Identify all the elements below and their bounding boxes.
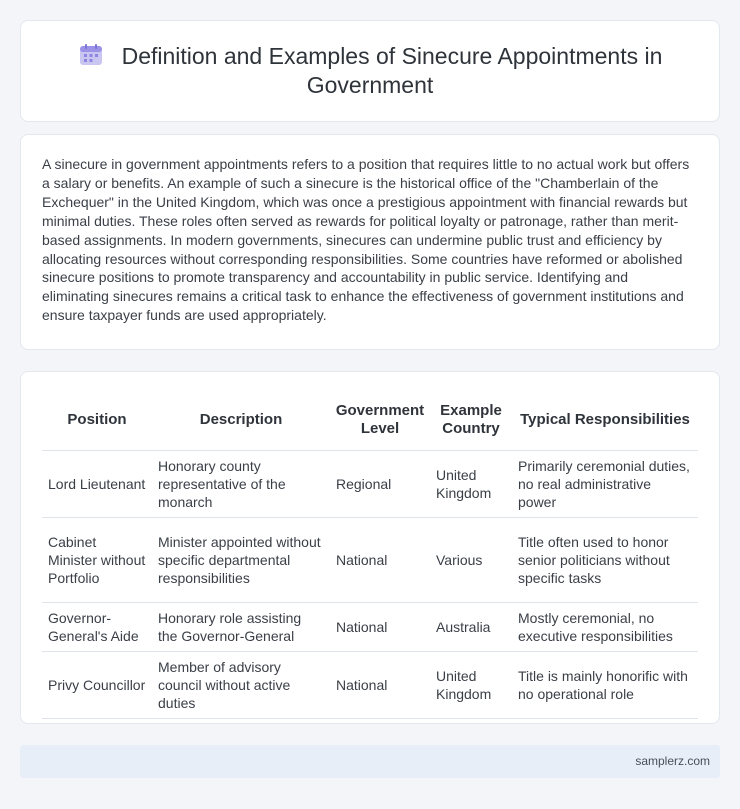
table-cell: Various xyxy=(430,517,512,602)
title-card xyxy=(20,20,720,122)
table-cell: National xyxy=(330,517,430,602)
column-header: Example Country xyxy=(430,390,512,450)
intro-card xyxy=(20,134,720,350)
table-cell: National xyxy=(330,602,430,651)
column-header: Typical Responsibilities xyxy=(512,390,698,450)
table-cell: Mostly ceremonial, no executive responsibilities xyxy=(512,602,698,651)
table-header-row xyxy=(42,390,698,450)
column-header: Position xyxy=(42,390,152,450)
column-header: Government Level xyxy=(330,390,430,450)
table-cell: Honorary role assisting the Governor-General xyxy=(152,602,330,651)
table-row xyxy=(42,517,698,602)
table-cell: Primarily ceremonial duties, no real administrative power xyxy=(512,450,698,517)
table-cell: Privy Councillor xyxy=(42,651,152,718)
table-cell: Governor-General's Aide xyxy=(42,602,152,651)
table-cell: Title often used to honor senior politicians without specific tasks xyxy=(512,517,698,602)
table-cell: Honorary county representative of the monarch xyxy=(152,450,330,517)
table-cell: Australia xyxy=(430,602,512,651)
intro-paragraph: A sinecure in government appointments refers to a position that requires little to no actual work but offers a salary or benefits. An example of such a sinecure is the historical office of the "Chamberlain of the Exchequer" in the United Kingdom, which was once a prestigious appointment with financial rewards but minimal duties. These roles often served as rewards for political loyalty or patronage, rather than merit-based assignments. In modern governments, sinecures can undermine public trust and efficiency by allocating resources without corresponding responsibilities. Some countries have reformed or abolished sinecure positions to promote transparency and accountability in public service. Identifying and eliminating sinecures remains a critical task to enhance the effectiveness of government institutions and ensure taxpayer funds are used appropriately. xyxy=(42,156,690,324)
table-cell: Member of advisory council without active duties xyxy=(152,651,330,718)
table-cell: National xyxy=(330,651,430,718)
table-card xyxy=(20,371,720,724)
table-cell: United Kingdom xyxy=(430,450,512,517)
column-header: Description xyxy=(152,390,330,450)
table-cell: United Kingdom xyxy=(430,651,512,718)
page-title: Definition and Examples of Sinecure Appointments in Government xyxy=(121,43,663,98)
table-cell: Regional xyxy=(330,450,430,517)
table-cell: Title is mainly honorific with no operational role xyxy=(512,651,698,718)
table-cell: Cabinet Minister without Portfolio xyxy=(42,517,152,602)
table-cell: Minister appointed without specific departmental responsibilities xyxy=(152,517,330,602)
table-cell: Lord Lieutenant xyxy=(42,450,152,517)
table-row xyxy=(42,651,698,718)
table-row xyxy=(42,602,698,651)
footer-bar xyxy=(20,745,720,778)
page-title-wrap xyxy=(61,42,679,100)
table-row xyxy=(42,450,698,517)
footer-site-link[interactable]: samplerz.com xyxy=(635,754,710,768)
positions-table xyxy=(42,390,698,719)
calendar-icon xyxy=(78,43,104,67)
